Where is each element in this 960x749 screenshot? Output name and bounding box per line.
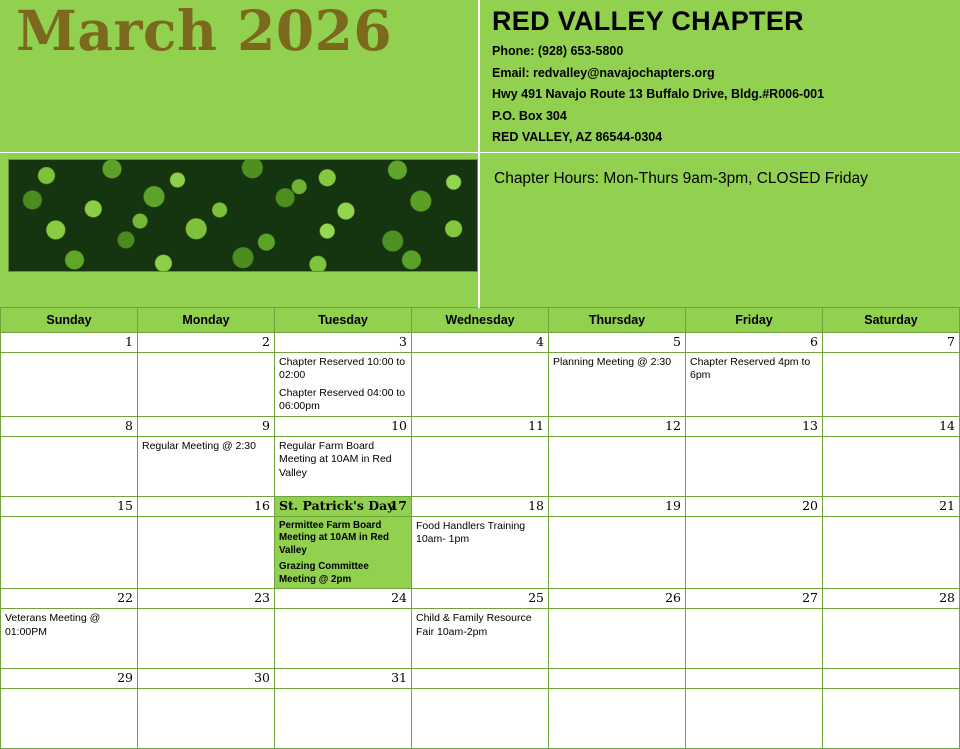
day-number-cell[interactable]: [412, 669, 549, 689]
day-events-cell[interactable]: [138, 609, 275, 669]
week-events-row: [1, 436, 960, 496]
day-number-cell[interactable]: [1, 496, 138, 516]
day-number: 10: [391, 417, 407, 433]
day-number-cell[interactable]: [1, 589, 138, 609]
day-events-cell[interactable]: [1, 689, 138, 749]
day-number: 20: [802, 497, 818, 513]
day-number: 8: [125, 417, 133, 433]
day-number-cell[interactable]: [1, 669, 138, 689]
page-header: [0, 0, 960, 152]
weekday-header-wednesday: Wednesday: [412, 308, 549, 333]
day-events-cell[interactable]: [275, 609, 412, 669]
day-events-cell[interactable]: [275, 689, 412, 749]
day-number: 11: [528, 417, 544, 433]
day-number: 12: [665, 417, 681, 433]
day-events-cell[interactable]: [1, 353, 138, 417]
day-number: 18: [528, 497, 544, 513]
day-number-cell[interactable]: [138, 496, 275, 516]
day-number-cell[interactable]: [686, 589, 823, 609]
header-chapter-panel: [480, 0, 960, 152]
day-number: 30: [254, 670, 270, 686]
day-number: 29: [117, 670, 133, 686]
calendar-event[interactable]: Food Handlers Training 10am- 1pm: [416, 519, 526, 546]
calendar-event[interactable]: Chapter Reserved 10:00 to 02:00: [279, 356, 406, 382]
calendar-event[interactable]: Chapter Reserved 4pm to 6pm: [690, 356, 811, 382]
day-number-cell[interactable]: [549, 496, 686, 516]
photo-panel: [0, 153, 480, 308]
day-number: 22: [117, 590, 133, 606]
day-events-cell[interactable]: [412, 353, 549, 417]
contact-email: Email: redvalley@navajochapters.org: [492, 65, 715, 80]
day-events-cell[interactable]: [275, 516, 412, 589]
week-number-row: [1, 416, 960, 436]
day-events-cell[interactable]: [138, 516, 275, 589]
day-number-cell[interactable]: [686, 333, 823, 353]
week-number-row: [1, 589, 960, 609]
day-number-cell[interactable]: [275, 496, 412, 516]
chapter-name: RED VALLEY CHAPTER: [492, 6, 804, 36]
day-number-cell[interactable]: [823, 416, 960, 436]
photo-hours-band: [0, 152, 960, 307]
calendar-event[interactable]: Grazing Committee Meeting @ 2pm: [279, 561, 369, 585]
day-number-cell[interactable]: [275, 589, 412, 609]
day-events-cell[interactable]: [686, 353, 823, 417]
day-number-cell[interactable]: [275, 333, 412, 353]
day-events-cell[interactable]: [549, 689, 686, 749]
day-number-cell[interactable]: [412, 333, 549, 353]
day-events-cell[interactable]: [138, 689, 275, 749]
day-events-cell[interactable]: [1, 436, 138, 496]
day-number-cell[interactable]: [412, 589, 549, 609]
contact-city-state-zip: RED VALLEY, AZ 86544-0304: [492, 130, 663, 145]
calendar-event[interactable]: Veterans Meeting @ 01:00PM: [5, 612, 101, 638]
hours-panel: [480, 153, 960, 308]
day-number: 3: [399, 334, 407, 349]
day-number: 6: [810, 334, 818, 349]
day-number-cell[interactable]: [138, 416, 275, 436]
calendar-body: [1, 333, 960, 749]
day-number-cell[interactable]: [1, 333, 138, 353]
weekday-header-friday: Friday: [686, 308, 823, 333]
header-month-panel: [0, 0, 480, 152]
day-number-cell[interactable]: [823, 496, 960, 516]
day-events-cell[interactable]: [686, 516, 823, 589]
day-number-cell[interactable]: [1, 416, 138, 436]
week-number-row: [1, 496, 960, 516]
weekday-header-thursday: Thursday: [549, 308, 686, 333]
day-events-cell[interactable]: [275, 436, 412, 496]
photo-foliage: [9, 160, 477, 271]
calendar-event[interactable]: Regular Meeting @ 2:30: [142, 439, 256, 452]
week-number-row: [1, 333, 960, 353]
contact-address: Hwy 491 Navajo Route 13 Buffalo Drive, Bldg.#R006-001: [492, 87, 825, 102]
weekday-header-tuesday: Tuesday: [275, 308, 412, 333]
page-title: March 2026: [16, 0, 393, 63]
day-number: 4: [536, 334, 544, 349]
day-number-cell[interactable]: [412, 416, 549, 436]
day-number: 7: [947, 334, 955, 349]
day-number: 26: [665, 590, 681, 606]
day-number: 15: [117, 497, 133, 513]
day-events-cell[interactable]: [138, 353, 275, 417]
day-number-cell[interactable]: [549, 333, 686, 353]
day-events-cell[interactable]: [549, 436, 686, 496]
day-events-cell[interactable]: [549, 516, 686, 589]
day-number: 2: [262, 334, 270, 349]
day-number-cell[interactable]: [823, 669, 960, 689]
weekday-header-sunday: Sunday: [1, 308, 138, 333]
weekday-header-saturday: Saturday: [823, 308, 960, 333]
day-events-cell[interactable]: [686, 689, 823, 749]
day-events-cell[interactable]: [1, 609, 138, 669]
day-events-cell[interactable]: [1, 516, 138, 589]
day-number-cell[interactable]: [823, 333, 960, 353]
chapter-hours: Chapter Hours: Mon-Thurs 9am-3pm, CLOSED Friday: [494, 170, 868, 187]
day-events-cell[interactable]: [138, 436, 275, 496]
day-events-cell[interactable]: [549, 609, 686, 669]
day-number: 5: [673, 334, 681, 349]
calendar-event[interactable]: Child & Family Resource Fair 10am-2pm: [416, 612, 532, 638]
day-number: 27: [802, 590, 818, 606]
day-number: 14: [939, 417, 955, 433]
day-events-cell[interactable]: [275, 353, 412, 417]
calendar-event[interactable]: Regular Farm Board Meeting at 10AM in Red Valley: [279, 439, 392, 479]
week-events-row: [1, 516, 960, 589]
day-number-cell[interactable]: [275, 416, 412, 436]
day-events-cell[interactable]: [823, 353, 960, 417]
day-number: 19: [665, 497, 681, 513]
day-events-cell[interactable]: [823, 516, 960, 589]
day-number: 28: [939, 590, 955, 606]
weekday-header-monday: Monday: [138, 308, 275, 333]
holiday-label: St. Patrick's Day: [279, 497, 395, 513]
day-number: 16: [254, 497, 270, 513]
contact-po-box: P.O. Box 304: [492, 108, 567, 123]
day-number-cell[interactable]: [549, 669, 686, 689]
day-number: 23: [254, 590, 270, 606]
lily-pads-photo: [8, 159, 478, 272]
day-number: 17: [389, 497, 407, 513]
week-events-row: [1, 689, 960, 749]
day-number-cell[interactable]: [686, 416, 823, 436]
week-events-row: [1, 353, 960, 417]
contact-phone: Phone: (928) 653-5800: [492, 44, 624, 59]
day-number: 1: [125, 334, 133, 349]
day-number-cell[interactable]: [549, 416, 686, 436]
week-number-row: [1, 669, 960, 689]
day-number-cell[interactable]: [823, 589, 960, 609]
day-events-cell[interactable]: [412, 516, 549, 589]
day-events-cell[interactable]: [686, 436, 823, 496]
day-events-cell[interactable]: [549, 353, 686, 417]
day-number: 24: [391, 590, 407, 606]
day-number-cell[interactable]: [686, 496, 823, 516]
calendar-event[interactable]: Permittee Farm Board Meeting at 10AM in Red Valley: [279, 519, 389, 556]
day-number: 31: [391, 670, 407, 686]
day-number: 9: [262, 417, 270, 433]
day-number-cell[interactable]: [138, 669, 275, 689]
day-number: 25: [528, 590, 544, 606]
day-events-cell[interactable]: [412, 436, 549, 496]
day-number-cell[interactable]: [275, 669, 412, 689]
day-number: 21: [939, 497, 955, 513]
calendar-event[interactable]: Planning Meeting @ 2:30: [553, 356, 672, 368]
day-number-cell[interactable]: [686, 669, 823, 689]
weekday-header-row: [1, 308, 960, 333]
day-number-cell[interactable]: [138, 589, 275, 609]
week-events-row: [1, 609, 960, 669]
day-events-cell[interactable]: [823, 609, 960, 669]
day-number: 13: [802, 417, 818, 433]
day-events-cell[interactable]: [412, 689, 549, 749]
calendar-event[interactable]: Chapter Reserved 04:00 to 06:00pm: [279, 386, 406, 413]
day-events-cell[interactable]: [823, 436, 960, 496]
day-events-cell[interactable]: [686, 609, 823, 669]
day-events-cell[interactable]: [412, 609, 549, 669]
day-number-cell[interactable]: [549, 589, 686, 609]
day-number-cell[interactable]: [138, 333, 275, 353]
day-events-cell[interactable]: [823, 689, 960, 749]
day-number-cell[interactable]: [412, 496, 549, 516]
calendar-grid: [0, 307, 960, 749]
